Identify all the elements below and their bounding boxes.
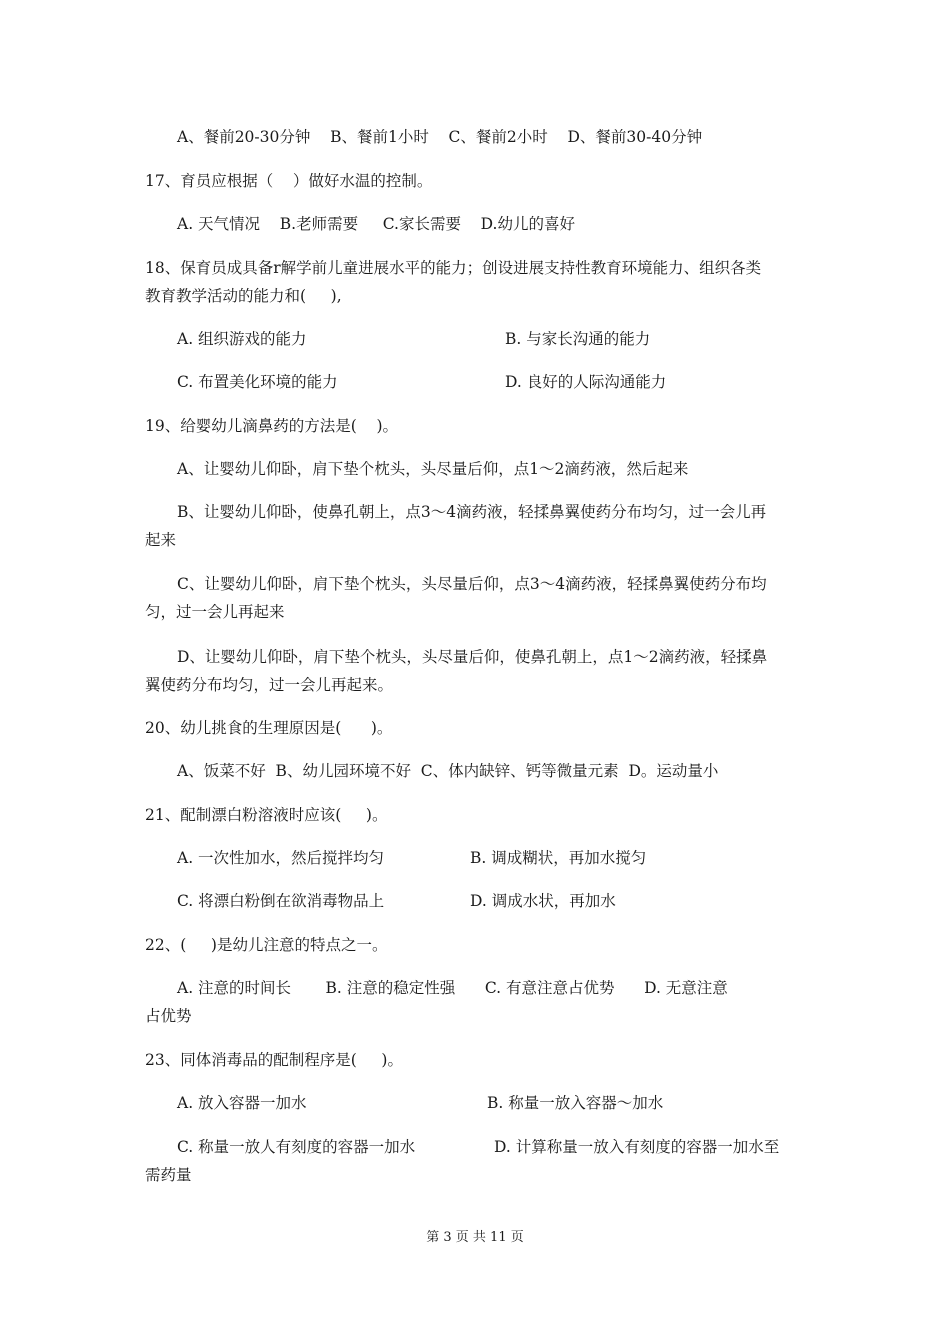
q20-stem: 20、幼儿挑食的生理原因是( )。	[145, 719, 393, 737]
q21-stem: 21、配制漂白粉溶液时应该( )。	[145, 806, 388, 824]
q23-option-a: A. 放入容器一加水	[177, 1094, 307, 1112]
q21-option-a: A. 一次性加水，然后搅拌均匀	[177, 849, 385, 867]
q18-stem-line1: 18、保育员成具备r解学前儿童进展水平的能力；创设进展支持性教育环境能力、组织各类	[145, 259, 762, 277]
page-footer: 第 3 页 共 11 页	[426, 1230, 524, 1245]
q16-options: A、餐前20-30分钟 B、餐前1小时 C、餐前2小时 D、餐前30-40分钟	[177, 128, 703, 146]
q18-option-c: C. 布置美化环境的能力	[177, 373, 338, 391]
q21-option-d: D. 调成水状，再加水	[470, 892, 616, 910]
q22-stem: 22、( )是幼儿注意的特点之一。	[145, 936, 388, 954]
q23-option-d-line2: 需药量	[145, 1166, 192, 1184]
q19-option-d-line2: 翼使药分布均匀，过一会儿再起来。	[145, 676, 394, 694]
q18-option-a: A. 组织游戏的能力	[177, 330, 307, 348]
q22-options-line1: A. 注意的时间长 B. 注意的稳定性强 C. 有意注意占优势 D. 无意注意	[177, 979, 728, 997]
q21-option-b: B. 调成糊状，再加水搅匀	[470, 849, 647, 867]
q21-option-c: C. 将漂白粉倒在欲消毒物品上	[177, 892, 385, 910]
q23-stem: 23、同体消毒品的配制程序是( )。	[145, 1051, 403, 1069]
q19-option-b-line1: B、让婴幼儿仰卧，使鼻孔朝上，点3～4滴药液，轻揉鼻翼使药分布均匀，过一会儿再	[177, 503, 767, 521]
q19-option-c-line1: C、让婴幼儿仰卧，肩下垫个枕头，头尽量后仰，点3～4滴药液，轻揉鼻翼使药分布均	[177, 575, 767, 593]
q20-options: A、饭菜不好 B、幼儿园环境不好 C、体内缺锌、钙等微量元素 D。运动量小	[177, 762, 719, 780]
q23-option-b: B. 称量一放入容器～加水	[487, 1094, 664, 1112]
q19-option-a: A、让婴幼儿仰卧，肩下垫个枕头，头尽量后仰，点1～2滴药液，然后起来	[177, 460, 689, 478]
q19-option-b-line2: 起来	[145, 531, 177, 549]
q18-option-b: B. 与家长沟通的能力	[505, 330, 651, 348]
q23-option-d-line1: D. 计算称量一放入有刻度的容器一加水至	[494, 1138, 780, 1156]
q22-options-line2: 占优势	[145, 1007, 192, 1025]
q18-stem-line2: 教育教学活动的能力和( ),	[145, 287, 342, 305]
q19-option-d-line1: D、让婴幼儿仰卧，肩下垫个枕头，头尽量后仰，使鼻孔朝上，点1～2滴药液，轻揉鼻	[177, 648, 768, 666]
q17-options: A. 天气情况 B.老师需要 C.家长需要 D.幼儿的喜好	[177, 215, 575, 233]
q17-stem: 17、育员应根据（ ）做好水温的控制。	[145, 172, 433, 190]
q19-option-c-line2: 匀，过一会儿再起来	[145, 603, 285, 621]
q23-option-c: C. 称量一放人有刻度的容器一加水	[177, 1138, 416, 1156]
q18-option-d: D. 良好的人际沟通能力	[505, 373, 667, 391]
q19-stem: 19、给婴幼儿滴鼻药的方法是( )。	[145, 417, 399, 435]
